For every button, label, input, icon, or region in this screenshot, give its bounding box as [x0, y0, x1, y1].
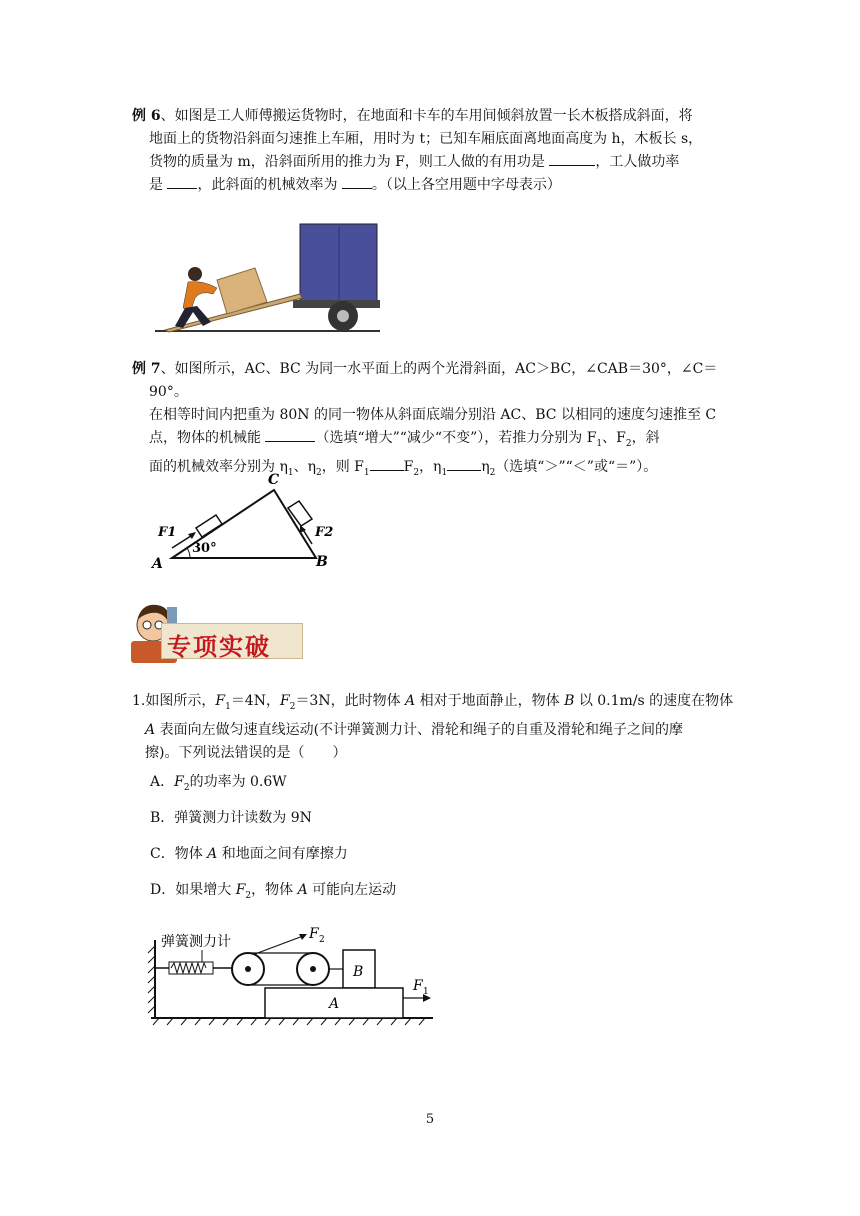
question-1-text: 1.如图所示，$F_1=4N$，$F_2=3N$，此时物体 A 相对于地面静止，物体 B 以 0.1m/s 的速度在物体 A 表面向左做匀速直线运动(不计弹簧测力计、滑轮和绳子的自重及滑轮和绳子之间的摩 擦)。下列说法错误的是（ ）	[132, 693, 734, 761]
svg-text:1: 1	[423, 987, 429, 997]
section-banner	[127, 597, 307, 667]
blank-useful-work[interactable]	[549, 151, 595, 166]
page-number: 5	[425, 1112, 435, 1127]
blank-efficiency-compare[interactable]	[447, 456, 481, 471]
blank-power[interactable]	[167, 174, 197, 189]
option-c[interactable]: C．物体 A 和地面之间有摩擦力	[150, 846, 348, 862]
label-f1: F1	[158, 525, 177, 540]
option-d[interactable]: D．如果增大 $F_2$，物体 A 可能向左运动	[150, 882, 397, 901]
example-6-text: 例 6、如图是工人师傅搬运货物时，在地面和卡车的车用间倾斜放置一长木板搭成斜面，将 地面上的货物沿斜面匀速推上车厢，用时为 t；已知车厢底面离地面高度为 h，木板长 s， 货物的质量为 m，沿斜面所用的推力为 F，则工人做的有用功是 ，工人做功率 是 ，此斜面的机械效率为 。（以上各空用题中字母表示）	[132, 108, 703, 193]
label-a: A	[329, 996, 340, 1012]
truck-ramp-figure	[155, 222, 380, 334]
label-angle: 30°	[192, 541, 217, 556]
label-a: A	[152, 556, 163, 572]
example-6-label: 例 6	[132, 108, 161, 124]
label-b: B	[316, 554, 328, 570]
label-c: C	[268, 472, 280, 488]
label-f1: F	[413, 978, 423, 994]
svg-text:2: 2	[319, 935, 325, 945]
example-7-text: 例 7、如图所示，AC、BC 为同一水平面上的两个光滑斜面，AC＞BC，∠CAB＝30°，∠C＝90°。 在相等时间内把重为 80N 的同一物体从斜面底端分别沿 AC、BC 以相同的速度匀速推至 C 点，物体的机械能 （选填“增大”“减少“不变”），若推力分别为 $F_1$、$F_2$，斜 面的机械效率分别为 $\eta_1$、$\eta_2$，则 $F_1$ $F_2$，$\eta_1$ $\eta_2$（选填“＞”“＜”或“＝”）。	[132, 361, 718, 478]
example-7-label: 例 7	[132, 361, 161, 377]
incline-triangle-figure	[150, 470, 340, 572]
label-f2: F	[309, 926, 319, 942]
label-b: B	[353, 964, 364, 980]
blank-force-compare[interactable]	[370, 456, 404, 471]
spring-scale-label: 弹簧测力计	[161, 934, 231, 950]
option-b[interactable]: B．弹簧测力计读数为 9N	[150, 810, 312, 826]
blank-efficiency[interactable]	[342, 174, 372, 189]
pulley-spring-figure	[145, 922, 437, 1026]
option-a[interactable]: A．$F_2$的功率为 0.6W	[150, 774, 287, 793]
block-on-bc	[288, 501, 312, 526]
blank-mechanical-energy[interactable]	[265, 427, 315, 442]
label-f2: F2	[315, 525, 334, 540]
banner-title: 专项实破	[167, 633, 271, 661]
